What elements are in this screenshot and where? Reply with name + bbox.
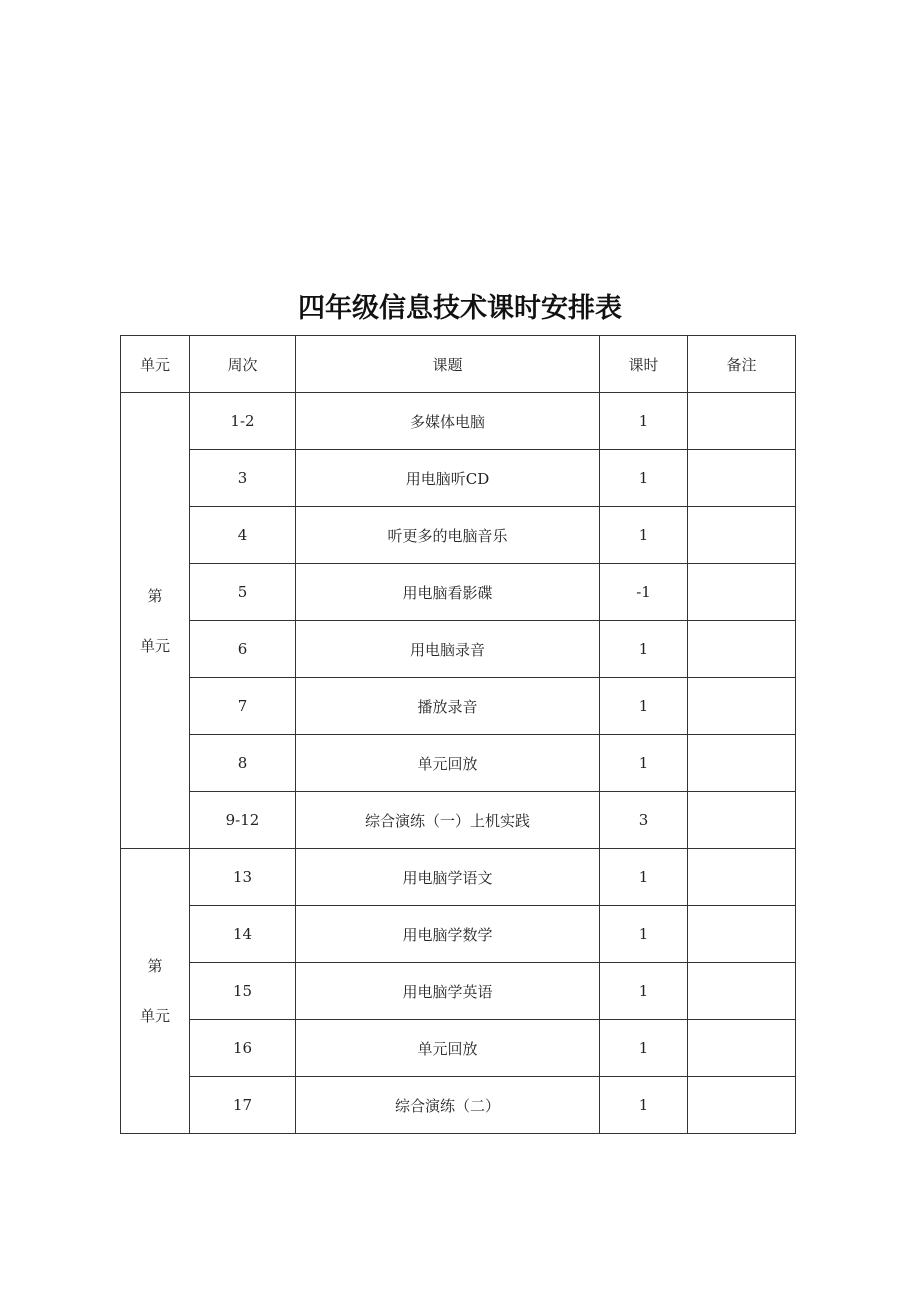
hours-cell: 1 <box>600 1077 688 1134</box>
hours-cell: 1 <box>600 906 688 963</box>
week-cell: 9-12 <box>190 792 296 849</box>
header-unit: 单元 <box>121 336 190 393</box>
note-cell <box>688 963 796 1020</box>
hours-cell: -1 <box>600 564 688 621</box>
hours-cell: 1 <box>600 1020 688 1077</box>
table-row <box>121 564 796 621</box>
week-cell: 7 <box>190 678 296 735</box>
note-cell <box>688 678 796 735</box>
note-cell <box>688 450 796 507</box>
hours-cell: 1 <box>600 393 688 450</box>
week-cell: 14 <box>190 906 296 963</box>
note-cell <box>688 1020 796 1077</box>
hours-cell: 1 <box>600 849 688 906</box>
topic-cell: 用电脑学数学 <box>296 906 600 963</box>
table-row <box>121 450 796 507</box>
week-cell: 16 <box>190 1020 296 1077</box>
table-header-row <box>121 336 796 393</box>
topic-cell: 用电脑听CD <box>296 450 600 507</box>
note-cell <box>688 906 796 963</box>
note-cell <box>688 735 796 792</box>
week-cell: 5 <box>190 564 296 621</box>
topic-cell: 用电脑学语文 <box>296 849 600 906</box>
table-row <box>121 678 796 735</box>
week-cell: 1-2 <box>190 393 296 450</box>
table-row <box>121 963 796 1020</box>
hours-cell: 1 <box>600 963 688 1020</box>
table-row <box>121 621 796 678</box>
topic-cell: 综合演练（二） <box>296 1077 600 1134</box>
topic-cell: 多媒体电脑 <box>296 393 600 450</box>
topic-cell: 单元回放 <box>296 735 600 792</box>
topic-cell: 听更多的电脑音乐 <box>296 507 600 564</box>
week-cell: 4 <box>190 507 296 564</box>
table-row <box>121 735 796 792</box>
topic-cell: 用电脑录音 <box>296 621 600 678</box>
page-title: 四年级信息技术课时安排表 <box>298 293 622 324</box>
topic-cell: 播放录音 <box>296 678 600 735</box>
table-row <box>121 1020 796 1077</box>
topic-cell: 单元回放 <box>296 1020 600 1077</box>
unit-label-line2: 单元 <box>139 636 170 655</box>
topic-cell: 综合演练（一）上机实践 <box>296 792 600 849</box>
week-cell: 6 <box>190 621 296 678</box>
note-cell <box>688 393 796 450</box>
week-cell: 3 <box>190 450 296 507</box>
hours-cell: 1 <box>600 450 688 507</box>
unit-label-line1: 第 <box>147 586 163 605</box>
hours-cell: 1 <box>600 507 688 564</box>
note-cell <box>688 621 796 678</box>
unit-cell <box>121 849 190 1134</box>
week-cell: 17 <box>190 1077 296 1134</box>
note-cell <box>688 564 796 621</box>
topic-cell: 用电脑看影碟 <box>296 564 600 621</box>
note-cell <box>688 792 796 849</box>
note-cell <box>688 849 796 906</box>
unit-label-line1: 第 <box>147 957 163 975</box>
note-cell <box>688 1077 796 1134</box>
table-row <box>121 792 796 849</box>
hours-cell: 3 <box>600 792 688 849</box>
table-row <box>121 906 796 963</box>
header-topic: 课题 <box>296 336 600 393</box>
table-row <box>121 1077 796 1134</box>
schedule-table <box>120 335 796 1134</box>
note-cell <box>688 507 796 564</box>
hours-cell: 1 <box>600 678 688 735</box>
table-row <box>121 393 796 450</box>
header-note: 备注 <box>688 336 796 393</box>
hours-cell: 1 <box>600 621 688 678</box>
table-row <box>121 849 796 906</box>
unit-label-line2: 单元 <box>139 1007 170 1025</box>
week-cell: 8 <box>190 735 296 792</box>
hours-cell: 1 <box>600 735 688 792</box>
week-cell: 13 <box>190 849 296 906</box>
header-hours: 课时 <box>600 336 688 393</box>
week-cell: 15 <box>190 963 296 1020</box>
unit-cell <box>121 393 190 849</box>
table-row <box>121 507 796 564</box>
header-week: 周次 <box>190 336 296 393</box>
topic-cell: 用电脑学英语 <box>296 963 600 1020</box>
